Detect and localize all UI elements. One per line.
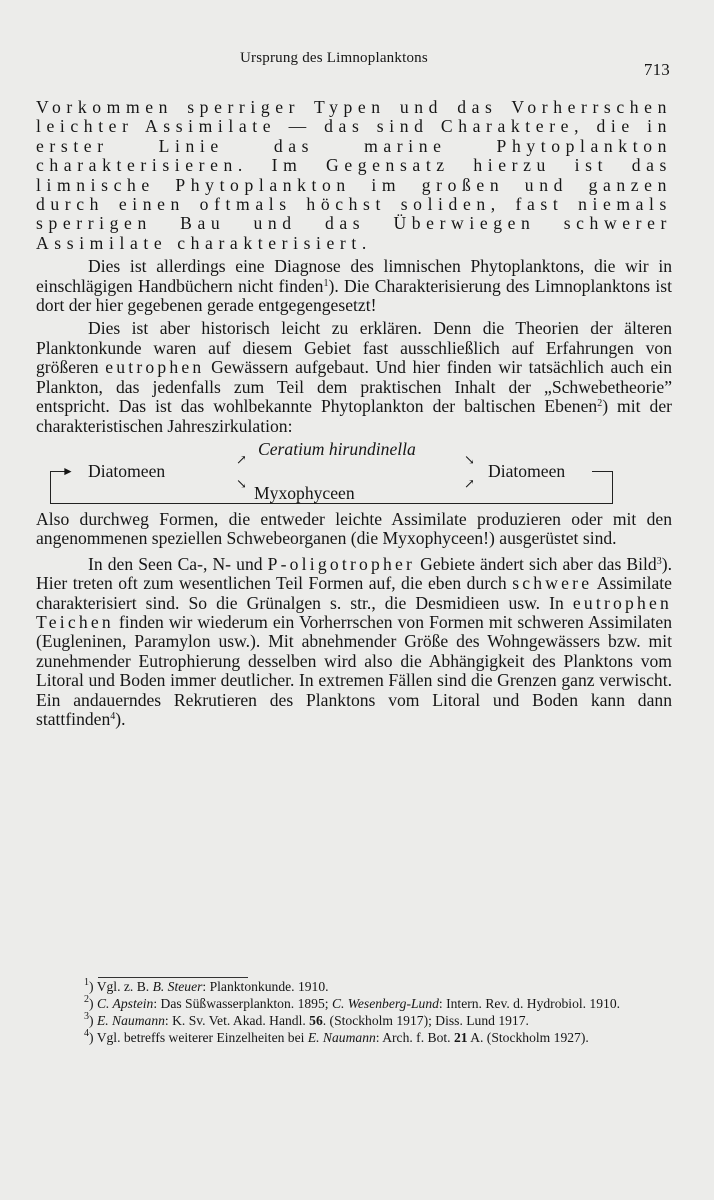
footnote-4: $^4$) Vgl. betreffs weiterer Einzelheiten bei E. Naumann: Arch. f. Bot. 21 A. (Stockholm 1927).: [84, 1028, 589, 1045]
return-line-bottom: [50, 503, 613, 504]
branch-up-icon: ↗: [236, 451, 247, 467]
return-line-right: [612, 471, 613, 503]
paragraph: Also durchweg Formen, die entweder leichte Assimilate produzieren oder mit den angenommenen speziellen Schwebeorganen (die Myxophyceen!) ausgerüstet sind.: [36, 508, 672, 549]
page-number: 713: [643, 60, 670, 79]
footnote-ref: 2: [597, 398, 603, 410]
paragraph: Dies ist allerdings eine Diagnose des limnischen Phytoplanktons, die wir in einschlägigen Handbüchern nicht finden$^1$). Die Charakterisierung des Limnoplanktons ist dort der hier gegebenen gerade entgegengesetzt!: [36, 256, 672, 316]
diagram-right-label: Diatomeen: [488, 460, 566, 481]
seasonal-cycle-diagram: [36, 438, 672, 510]
branch-down-icon: ↘: [236, 475, 247, 491]
footnote-ref: 3: [656, 555, 662, 567]
join-down-icon: ↘: [464, 451, 475, 467]
body-text: [36, 98, 672, 729]
return-line-top: [592, 471, 612, 472]
footnote-3: $^3$) E. Naumann: K. Sv. Vet. Akad. Handl. 56. (Stockholm 1917); Diss. Lund 1917.: [84, 1011, 529, 1028]
footnote-ref: 4: [110, 710, 116, 722]
diagram-top-label: Ceratium hirundinella: [258, 438, 416, 459]
running-header: [240, 50, 680, 79]
arrow-right-icon: ►: [62, 463, 74, 478]
paragraph: Dies ist aber historisch leicht zu erklären. Denn die Theorien der älteren Planktonkunde waren auf diesem Gebiet fast ausschließlich auf Erfahrungen von größeren eutrophen Gewässern aufgebaut. Und hier finden wir tatsächlich auch ein Plankton, das jedenfalls zum Teil dem praktischen Inhalt der „Schwebetheorie” entspricht. Das ist das wohlbekannte Phytoplankton der baltischen Ebenen$^2$) mit der charakteristischen Jahreszirkulation:: [36, 318, 672, 436]
diagram-left-label: Diatomeen: [88, 460, 166, 481]
running-title: Ursprung des Limnoplanktons: [240, 50, 428, 66]
return-line-left: [50, 471, 51, 503]
footnote-1: $^1$) Vgl. z. B. B. Steuer: Planktonkunde. 1910.: [84, 977, 329, 994]
footnotes: [36, 975, 676, 1046]
join-up-icon: ↗: [464, 475, 475, 491]
footnote-2: $^2$) C. Apstein: Das Süßwasserplankton. 1895; C. Wesenberg-Lund: Intern. Rev. d. Hydrobiol. 1910.: [84, 994, 621, 1011]
footnote-ref: 1: [323, 277, 329, 289]
diagram-bottom-label: Myxophyceen: [254, 482, 355, 503]
paragraph: In den Seen Ca-, N- und P-oligotropher Gebiete ändert sich aber das Bild$^3$). Hier treten oft zum wesentlichen Teil Formen auf, die eben durch schwere Assimilate charakterisiert sind. So die Grünalgen s. str., die Desmidieen usw. In eutrophen Teichen finden wir wiederum ein Vorherrschen von Formen mit schweren Assimilaten (Eugleninen, Paramylon usw.). Mit abnehmender Größe des Wohngewässers bzw. mit zunehmender Eutrophierung desselben wird also die Abhängigkeit des Planktons vom Litoral und Boden immer deutlicher. In extremen Fällen sind die Grenzen ganz verwischt. Ein andauerndes Rekrutieren des Planktons vom Litoral und Boden kann dann stattfinden$^4$).: [36, 553, 672, 729]
paragraph-spaced: Vorkommen sperriger Typen und das Vorherrschen leichter Assimilate — das sind Charaktere, die in erster Linie das marine Phytoplankton charakterisieren. Im Gegensatz hierzu ist das limnische Phytoplankton im großen und ganzen durch einen oftmals höchst soliden, fast niemals sperrigen Bau und das Überwiegen schwerer Assimilate charakterisiert.: [36, 97, 672, 253]
